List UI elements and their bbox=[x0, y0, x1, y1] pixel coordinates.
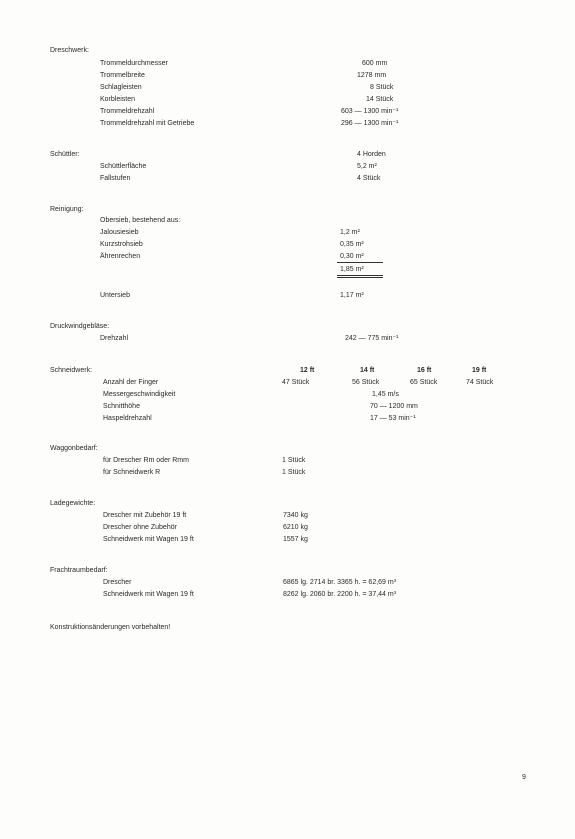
spec-value: 0,30 m² bbox=[340, 253, 364, 260]
spec-label: Trommeldurchmesser bbox=[100, 60, 168, 67]
spec-label: Drescher bbox=[103, 579, 132, 586]
spec-label: Trommeldrehzahl mit Getriebe bbox=[100, 120, 195, 127]
section-heading-reinigung: Reinigung: bbox=[50, 206, 84, 213]
spec-value: 47 Stück bbox=[282, 379, 310, 386]
spec-value: 1,17 m² bbox=[340, 292, 364, 299]
spec-label: Kurzstrohsieb bbox=[100, 241, 143, 248]
spec-value: 6210 kg bbox=[283, 524, 308, 531]
section-heading-waggon: Waggonbedarf: bbox=[50, 445, 98, 452]
spec-value: 8 Stück bbox=[370, 84, 394, 91]
spec-label: Anzahl der Finger bbox=[103, 379, 159, 386]
section-heading-dreschwerk: Dreschwerk: bbox=[50, 47, 89, 54]
spec-value: 6865 lg. 2714 br. 3365 h. = 62,69 m³ bbox=[283, 579, 397, 586]
spec-value: 1,2 m² bbox=[340, 229, 360, 236]
spec-label: Korbleisten bbox=[100, 96, 136, 103]
spec-value: 14 Stück bbox=[366, 96, 394, 103]
spec-value: 1557 kg bbox=[283, 536, 308, 543]
sum-double-rule-bottom bbox=[337, 277, 383, 278]
section-heading-fracht: Frachtraumbedarf: bbox=[50, 567, 108, 574]
spec-value: 5,2 m² bbox=[357, 163, 377, 170]
section-heading-lade: Ladegewichte: bbox=[50, 500, 96, 507]
spec-label: Schneidwerk mit Wagen 19 ft bbox=[103, 536, 194, 543]
section-heading-druckwind: Druckwindgebläse: bbox=[50, 323, 110, 330]
spec-value: 65 Stück bbox=[410, 379, 438, 386]
column-header: 14 ft bbox=[360, 367, 375, 374]
spec-label: Schnitthöhe bbox=[103, 403, 140, 410]
spec-label: für Drescher Rm oder Rmm bbox=[103, 457, 189, 464]
section-heading-schneidwerk: Schneidwerk: bbox=[50, 367, 93, 374]
spec-label: Drescher mit Zubehör 19 ft bbox=[103, 512, 187, 519]
spec-label: Drehzahl bbox=[100, 335, 129, 342]
spec-label: Jalousiesieb bbox=[100, 229, 139, 236]
column-header: 16 ft bbox=[417, 367, 432, 374]
spec-value: 4 Stück bbox=[357, 175, 381, 182]
spec-label: Schneidwerk mit Wagen 19 ft bbox=[103, 591, 194, 598]
spec-label: für Schneidwerk R bbox=[103, 469, 161, 476]
page-number: 9 bbox=[522, 774, 526, 781]
spec-value: 70 — 1200 mm bbox=[370, 403, 418, 410]
column-header: 19 ft bbox=[472, 367, 487, 374]
spec-label: Fallstufen bbox=[100, 175, 131, 182]
spec-value: 74 Stück bbox=[466, 379, 494, 386]
spec-value: 603 — 1300 min⁻¹ bbox=[341, 108, 399, 115]
column-header: 12 ft bbox=[300, 367, 315, 374]
spec-value: 17 — 53 min⁻¹ bbox=[370, 415, 416, 422]
spec-label: Trommelbreite bbox=[100, 72, 145, 79]
spec-label: Untersieb bbox=[100, 292, 130, 299]
spec-value: 4 Horden bbox=[357, 151, 386, 158]
spec-value: 7340 kg bbox=[283, 512, 308, 519]
spec-value: 242 — 775 min⁻¹ bbox=[345, 335, 399, 342]
spec-label: Schüttlerfläche bbox=[100, 163, 147, 170]
spec-intro: Obersieb, bestehend aus: bbox=[100, 217, 181, 224]
spec-value: 1 Stück bbox=[282, 457, 306, 464]
section-heading-schuettler: Schüttler: bbox=[50, 151, 80, 158]
spec-label: Schlagleisten bbox=[100, 84, 142, 91]
spec-value: 8262 lg. 2060 br. 2200 h. = 37,44 m³ bbox=[283, 591, 397, 598]
spec-value: 1,45 m/s bbox=[372, 391, 399, 398]
spec-label: Haspeldrehzahl bbox=[103, 415, 152, 422]
spec-label: Drescher ohne Zubehör bbox=[103, 524, 177, 531]
spec-value: 0,35 m² bbox=[340, 241, 364, 248]
spec-value: 56 Stück bbox=[352, 379, 380, 386]
spec-label: Trommeldrehzahl bbox=[100, 108, 155, 115]
spec-value: 1278 mm bbox=[357, 72, 387, 79]
footer-note: Konstruktionsänderungen vorbehalten! bbox=[50, 624, 171, 631]
sum-rule bbox=[337, 262, 383, 263]
sum-double-rule-top bbox=[337, 275, 383, 276]
spec-label: Ährenrechen bbox=[100, 253, 141, 260]
spec-value: 1 Stück bbox=[282, 469, 306, 476]
spec-sum: 1,85 m² bbox=[340, 266, 364, 273]
spec-value: 296 — 1300 min⁻¹ bbox=[341, 120, 399, 127]
spec-value: 600 mm bbox=[362, 60, 388, 67]
spec-label: Messergeschwindigkeit bbox=[103, 391, 176, 398]
